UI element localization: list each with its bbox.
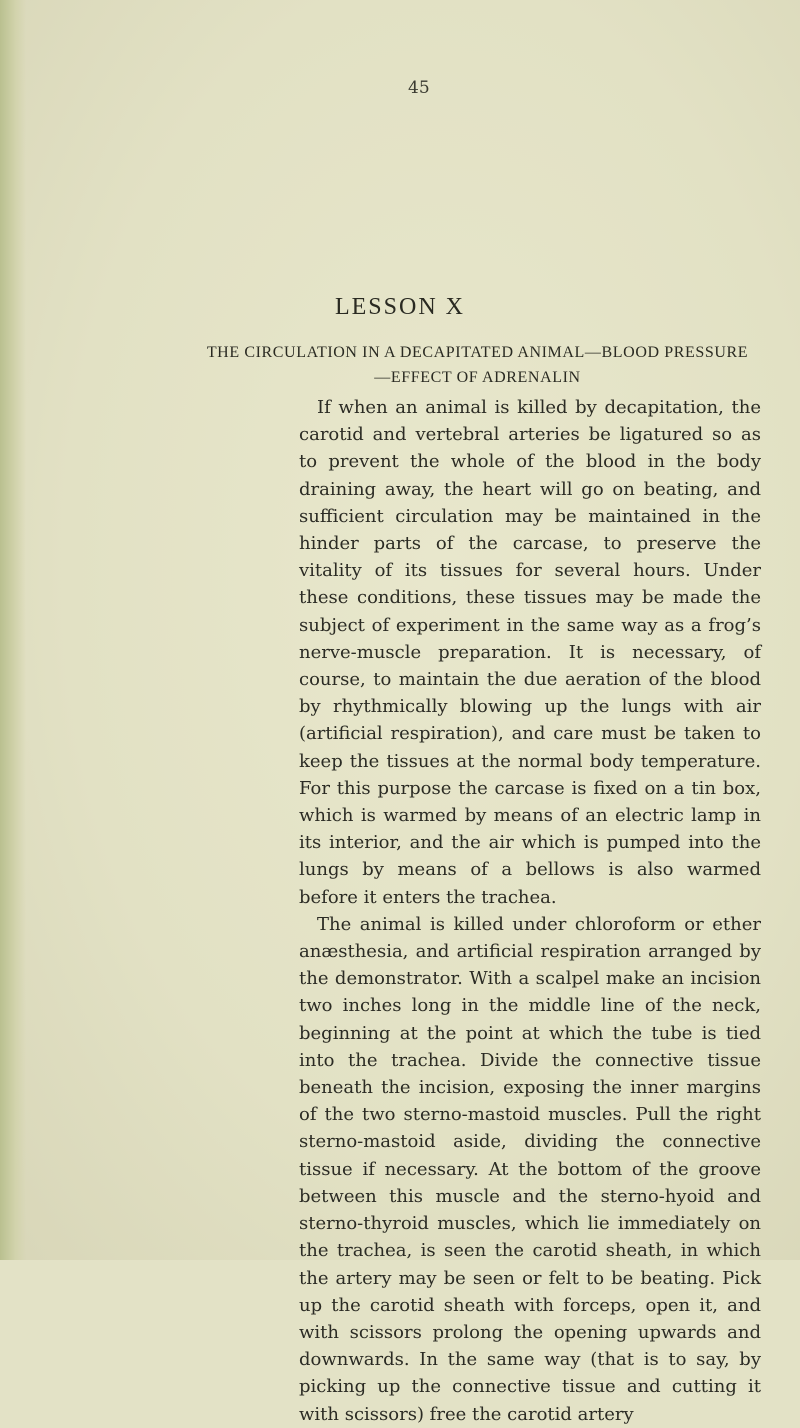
lesson-heading: LESSON X	[334, 294, 465, 320]
paragraph: The animal is killed under chloroform or ether anæsthesia, and artificial respiration arranged by the demonstrator. With a scalpel make an incision two inches long in the middle line of the neck, beginning at the point at which the tube is tied into the trachea. Divide the connective tissue beneath the incision, exposing the inner margins of the two sterno-mastoid muscles. Pull the right sterno-mastoid aside, dividing the connective tissue if necessary. At the bottom of the groove between this muscle and the sterno-hyoid and sterno-thyroid muscles, which lie immediately on the trachea, is seen the carotid sheath, in which the artery may be seen or felt to be beating. Pick up the carotid sheath with forceps, open it, and with scissors prolong the opening upwards and downwards. In the same way (that is to say, by picking up the connective tissue and cutting it with scissors) free the carotid artery	[299, 913, 761, 1425]
page-number: 45	[408, 78, 430, 98]
paragraph: If when an animal is killed by decapitation, the carotid and vertebral arteries be ligatured so as to prevent the whole of the blood in the body draining away, the heart will go on beating, and sufficient circulation may be maintained in the hinder parts of the carcase, to preserve the vitality of its tissues for several hours. Under these conditions, these tissues may be made the subject of experiment in the same way as a frog’s nerve-muscle preparation. It is necessary, of course, to maintain the due aeration of the blood by rhythmically blowing up the lungs with air (artificial respiration), and care must be taken to keep the tissues at the normal body temperature. For this purpose the carcase is fixed on a tin box, which is warmed by means of an electric lamp in its interior, and the air which is pumped into the lungs by means of a bellows is also warmed before it enters the trachea.	[299, 397, 761, 908]
lesson-subtitle: THE CIRCULATION IN A DECAPITATED ANIMAL—BLOOD PRESSURE—EFFECT OF ADRENALIN	[206, 344, 749, 386]
body-text	[299, 394, 761, 1428]
